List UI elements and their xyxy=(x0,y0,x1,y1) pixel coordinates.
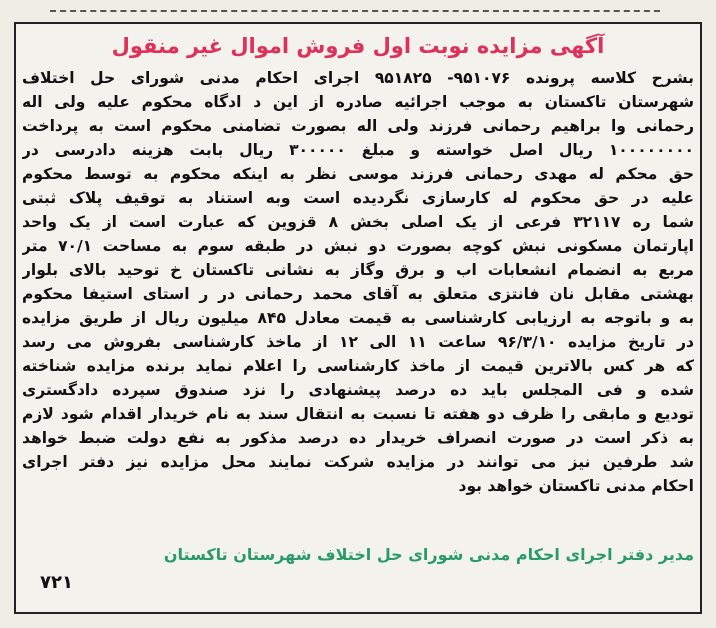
notice-line: که هر کس بالاترین قیمت از ماخذ کارشناسی را اعلام نماید برنده مزایده شناخته xyxy=(22,357,694,375)
notice-line: رحمانی وا براهیم رحمانی فرزند ولی اله بصورت تضامنی محکوم است به پرداخت xyxy=(22,117,694,135)
notice-line: بشرح کلاسه پرونده ۹۵۱۰۷۶- ۹۵۱۸۲۵ اجرای احکام مدنی شورای حل اختلاف xyxy=(22,69,694,87)
notice-body xyxy=(22,66,694,498)
notice-line: مربع به انضمام انشعابات اب و برق وگاز به نشانی تاکستان خ توحید بالای بلوار xyxy=(22,261,694,279)
notice-title: آگهی مزایده نوبت اول فروش اموال غیر منقول xyxy=(111,34,605,58)
notice-line: علیه در حق محکوم له کارسازی نگردیده است وبه استناد به توقیف پلاک ثبتی xyxy=(22,189,694,207)
notice-line-last: احکام مدنی تاکستان خواهد بود xyxy=(458,477,694,495)
notice-line: شده و فی المجلس باید ده درصد پیشنهادی را نزد صندوق سپرده دادگستری xyxy=(22,381,694,399)
notice-line: حق محکم له مهدی رحمانی فرزند موسی نظر به اینکه محکوم به توسط محکوم xyxy=(22,165,694,183)
notice-line: به ذکر است در صورت انصراف خریدار ده درصد مذکور به نفع دولت ضبط خواهد xyxy=(22,429,694,447)
notice-line: شهرستان تاکستان به موجب اجرائیه صادره از این د ادگاه محکوم علیه ولی اله xyxy=(22,93,694,111)
top-dashed-divider xyxy=(50,10,660,12)
notice-line: به و باتوجه به ارزیابی کارشناسی به قیمت معادل ۸۴۵ میلیون ریال از طریق مزایده xyxy=(22,309,694,327)
notice-line: در تاریخ مزایده ۹۶/۳/۱۰ ساعت ۱۱ الی ۱۲ از ماخذ کارشناسی بفروش می رسد xyxy=(22,333,694,351)
notice-line: ۱۰۰۰۰۰۰۰۰ ریال اصل خواسته و مبلغ ۳۰۰۰۰۰ ریال بابت هزینه دادرسی در xyxy=(22,141,694,159)
notice-line: اپارتمان مسکونی نبش کوچه بصورت دو نبش در طبقه سوم به مساحت ۷۰/۱ متر xyxy=(22,237,694,255)
notice-line: شد طرفین نیز می توانند در مزایده شرکت نمایند محل مزایده نیز دفتر اجرای xyxy=(22,453,694,471)
signature-line: مدیر دفتر اجرای احکام مدنی شورای حل اختلاف شهرستان تاکستان xyxy=(163,545,694,564)
notice-line: بهشتی مقابل نان فانتزی متعلق به آقای محمد رحمانی در ر استای استیفا محکوم xyxy=(22,285,694,303)
notice-line: توديع و مابقی را ظرف دو هفته تا نسبت به انتقال سند به نام خریدار اقدام شود لازم xyxy=(22,405,694,423)
notice-line: شما ره ۳۲۱۱۷ فرعی از یک اصلی بخش ۸ قزوین که عبارت است از یک واحد xyxy=(22,213,694,231)
ad-code-number: ۷۲۱ xyxy=(40,572,73,593)
